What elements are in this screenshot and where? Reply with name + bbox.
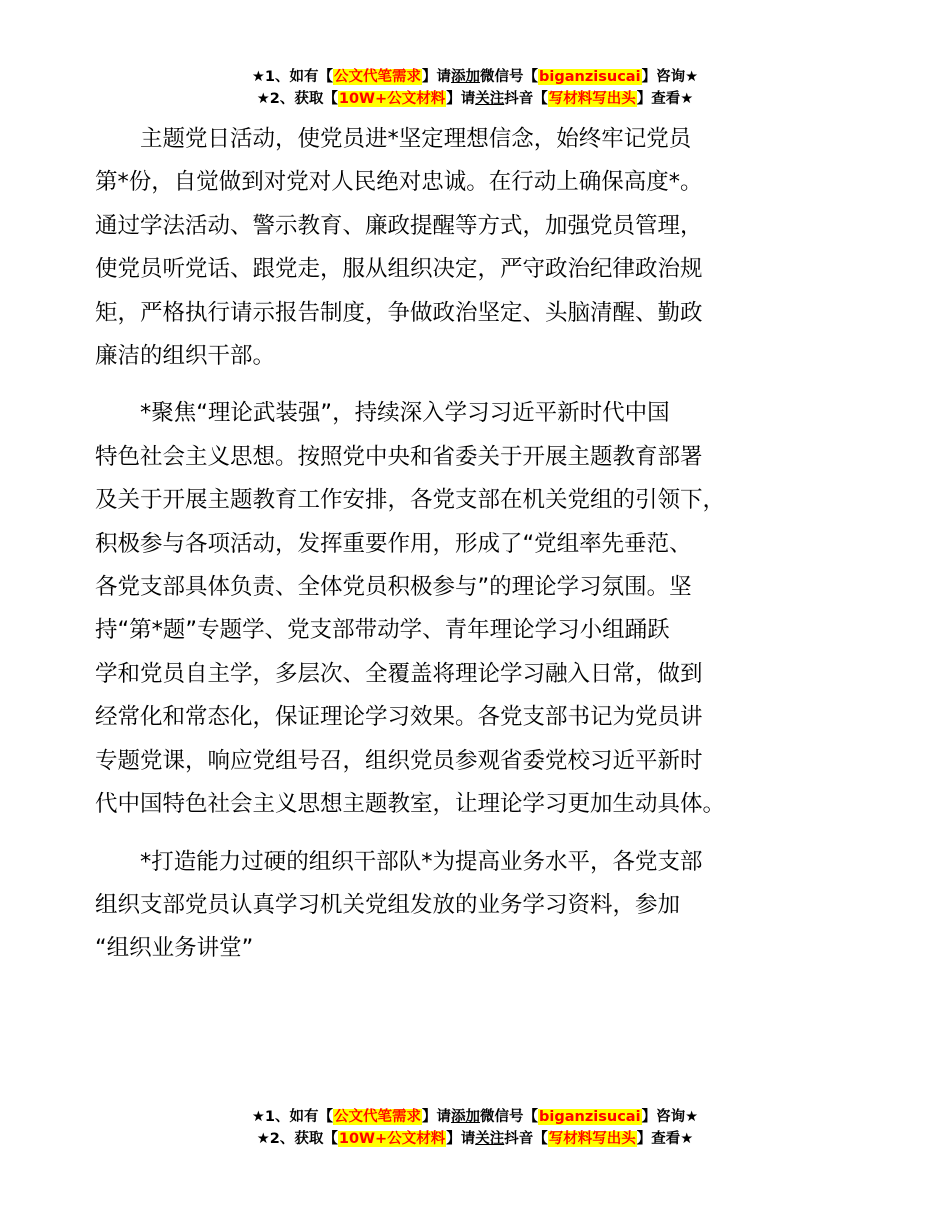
footer-line-2: ★2、获取【10W+公文材料】请关注抖音【写材料写出头】查看★ <box>256 1131 694 1147</box>
highlight-service: 公文代笔需求 <box>334 1109 422 1125</box>
footer-line-1: ★1、如有【公文代笔需求】请添加微信号【biganzisucai】咨询★ <box>251 1109 699 1125</box>
highlight-douyin: 写材料写出头 <box>548 91 636 107</box>
paragraph-3: *打造能力过硬的组织干部队*为提高业务水平，各党支部 组织支部党员认真学习机关党组发放的业务学习资料，参加 “组织业务讲堂” <box>95 848 703 962</box>
footer-banner <box>0 1106 950 1150</box>
highlight-douyin: 写材料写出头 <box>548 1131 636 1147</box>
highlight-service: 公文代笔需求 <box>334 69 422 85</box>
header-line-1: ★1、如有【公文代笔需求】请添加微信号【biganzisucai】咨询★ <box>251 69 699 85</box>
document-body <box>95 118 830 985</box>
paragraph-1: 主题党日活动，使党员进*坚定理想信念，始终牢记党员 第*份，自觉做到对党对人民绝对忠诚。在行动上确保高度*。 通过学法活动、警示教育、廉政提醒等方式，加强党员管理， 使党员听党话、跟党走，服从组织决定，严守政治纪律政治规 矩，严格执行请示报告制度，争做政治坚定、头脑清醒、勤政 廉洁的组织干部。 <box>95 126 703 370</box>
paragraph-2: *聚焦“理论武装强”，持续深入学习习近平新时代中国 特色社会主义思想。按照党中央和省委关于开展主题教育部署 及关于开展主题教育工作安排，各党支部在机关党组的引领下， 积极参与各项活动，发挥重要作用，形成了“党组率先垂范、 各党支部具体负责、全体党员积极参与”的理论学习氛围。坚 持“第*题”专题学、党支部带动学、青年理论学习小组踊跃 学和党员自主学，多层次、全覆盖将理论学习融入日常，做到 经常化和常态化，保证理论学习效果。各党支部书记为党员讲 专题党课，响应党组号召，组织党员参观省委党校习近平新时 代中国特色社会主义思想主题教室，让理论学习更加生动具体。 <box>95 400 726 818</box>
highlight-wechat-id: biganzisucai <box>539 1109 641 1125</box>
highlight-materials: 10W+公文材料 <box>338 1131 446 1147</box>
header-banner <box>0 66 950 110</box>
highlight-wechat-id: biganzisucai <box>539 69 641 85</box>
highlight-materials: 10W+公文材料 <box>338 91 446 107</box>
header-line-2: ★2、获取【10W+公文材料】请关注抖音【写材料写出头】查看★ <box>256 91 694 107</box>
